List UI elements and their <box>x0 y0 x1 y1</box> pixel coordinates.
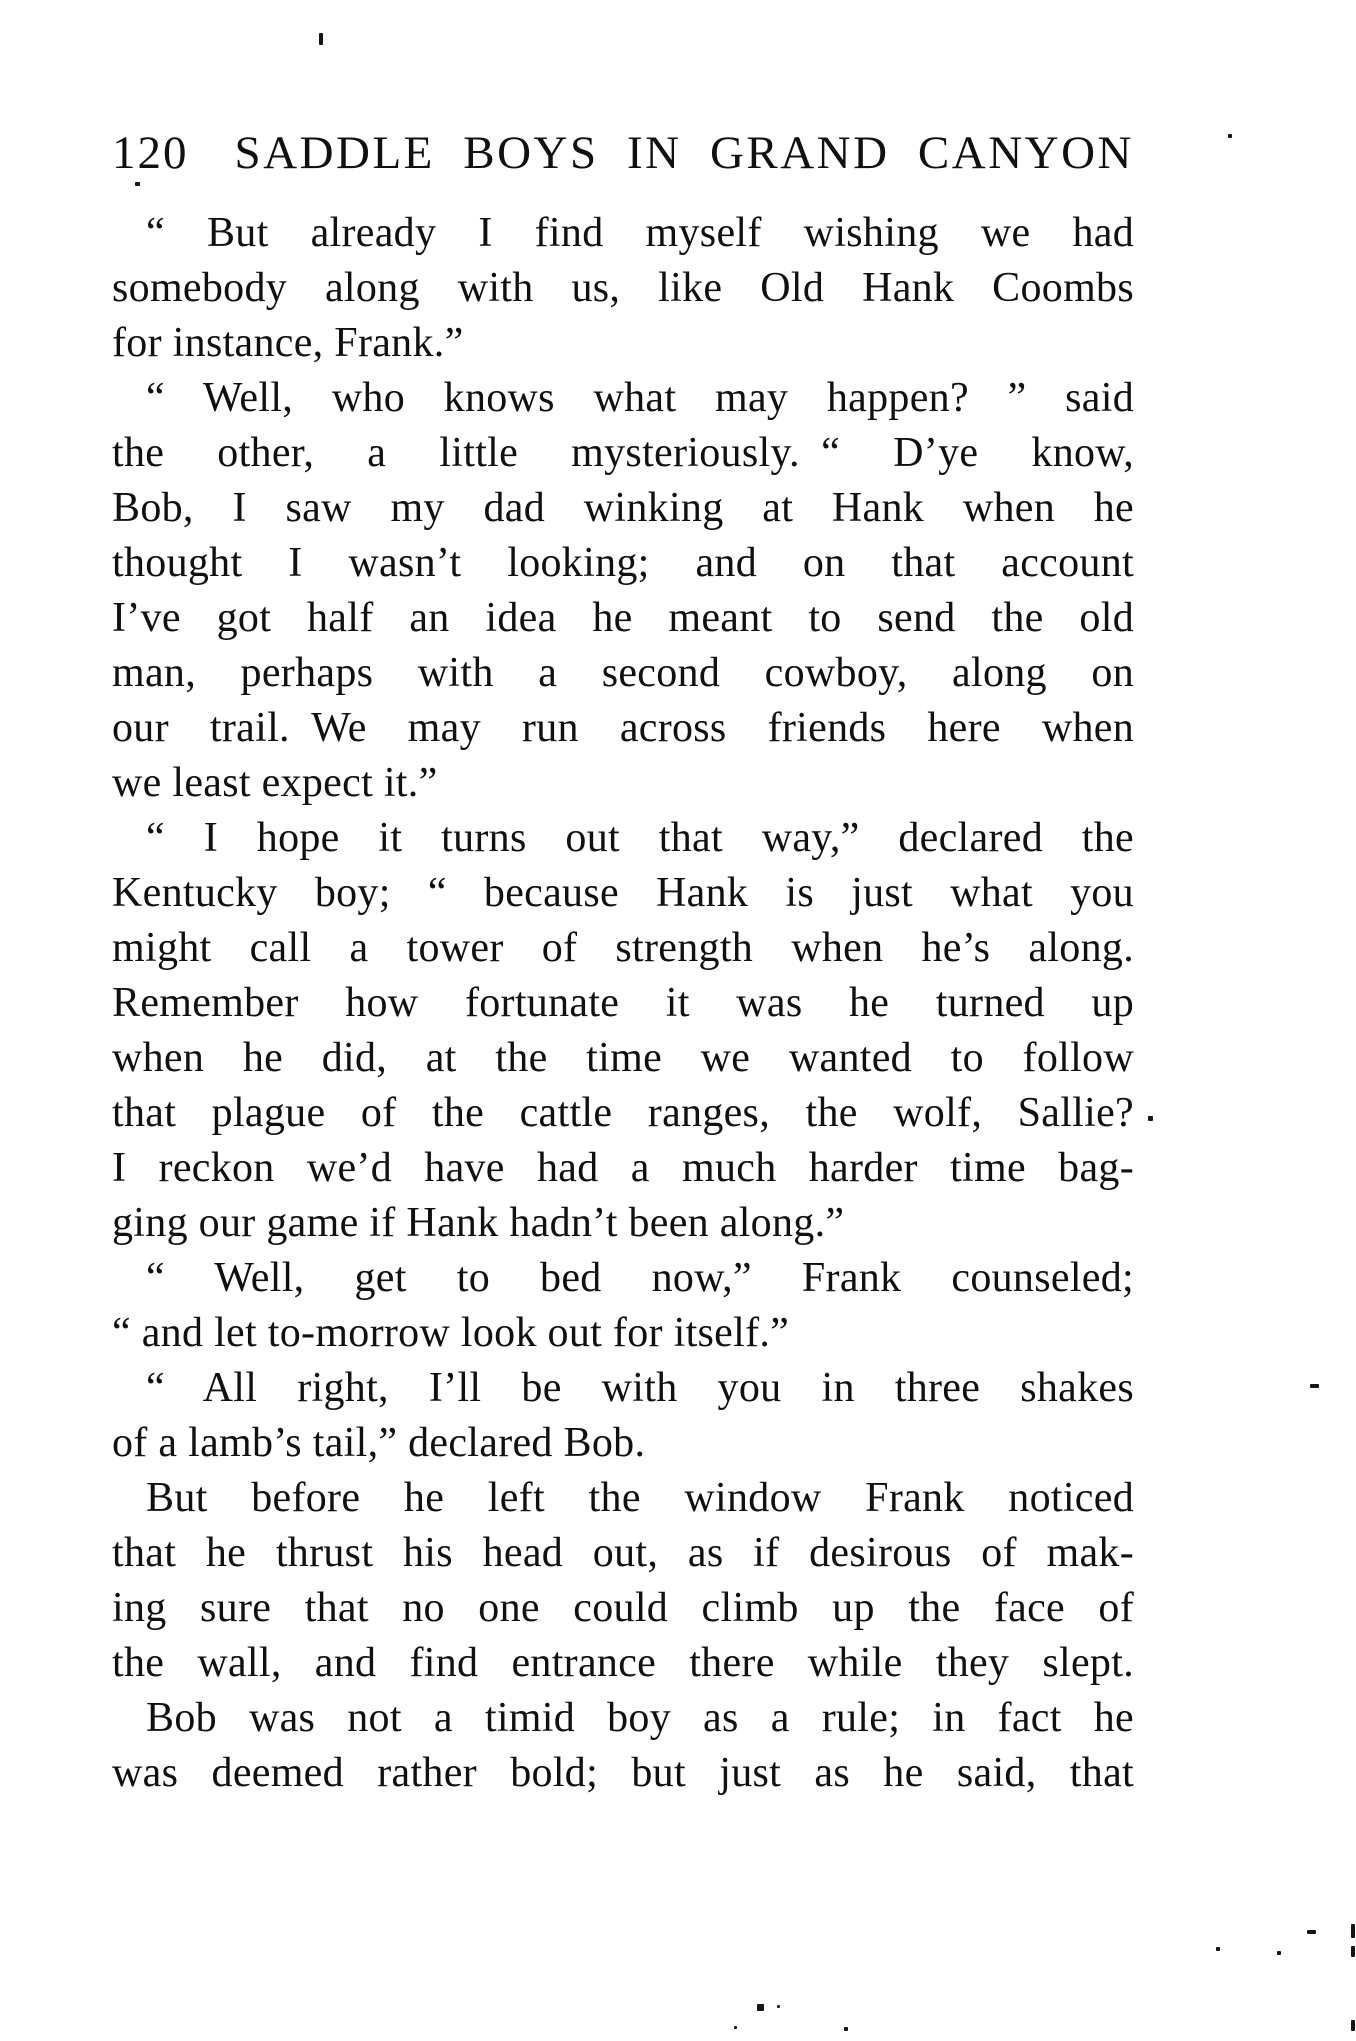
scan-speck <box>777 2005 780 2008</box>
paragraph <box>112 811 1134 1251</box>
page-body <box>112 206 1134 1801</box>
text-line: “ But already I find myself wishing we had <box>146 210 1134 256</box>
text-line: we least expect it.” <box>112 760 438 806</box>
text-line: Bob was not a timid boy as a rule; in fact he <box>146 1695 1134 1741</box>
text-line: for instance, Frank.” <box>112 320 464 366</box>
paragraph <box>112 1361 1134 1471</box>
running-title: SADDLE BOYS IN GRAND CANYON <box>234 127 1134 179</box>
text-line: somebody along with us, like Old Hank Coombs <box>112 265 1134 311</box>
scan-speck <box>1351 1946 1355 1957</box>
paragraph <box>112 1471 1134 1691</box>
text-line: “ Well, get to bed now,” Frank counseled; <box>146 1255 1134 1301</box>
text-line: Remember how fortunate it was he turned up <box>112 980 1134 1026</box>
text-line: Kentucky boy; “ because Hank is just what you <box>112 870 1134 916</box>
scan-speck <box>1148 1116 1153 1121</box>
scan-speck <box>319 33 323 45</box>
scan-speck <box>734 2026 737 2029</box>
page-number: 120 <box>112 127 189 179</box>
paragraph <box>112 206 1134 371</box>
text-line: “ Well, who knows what may happen? ” said <box>146 375 1134 421</box>
text-line: man, perhaps with a second cowboy, along on <box>112 650 1134 696</box>
scan-speck <box>1351 2020 1355 2031</box>
page-content <box>112 128 1134 1801</box>
text-line: that plague of the cattle ranges, the wolf, Sallie? <box>112 1090 1134 1136</box>
text-line: that he thrust his head out, as if desirous of mak- <box>112 1530 1134 1576</box>
scan-speck <box>1216 1947 1220 1951</box>
text-line: I reckon we’d have had a much harder time bag- <box>112 1145 1134 1191</box>
text-line: the other, a little mysteriously. “ D’ye know, <box>112 430 1134 476</box>
text-line: thought I wasn’t looking; and on that account <box>112 540 1134 586</box>
text-line: our trail. We may run across friends here when <box>112 705 1134 751</box>
paragraph <box>112 1251 1134 1361</box>
text-line: when he did, at the time we wanted to follow <box>112 1035 1134 1081</box>
scan-speck <box>1307 1930 1316 1934</box>
scan-speck <box>1351 1924 1355 1938</box>
text-line: was deemed rather bold; but just as he said, that <box>112 1750 1134 1796</box>
text-line: “ I hope it turns out that way,” declared the <box>146 815 1134 861</box>
paragraph <box>112 371 1134 811</box>
scan-speck <box>844 2027 848 2031</box>
text-line: the wall, and find entrance there while they slept. <box>112 1640 1134 1686</box>
scan-speck <box>757 2004 764 2011</box>
paragraph <box>112 1691 1134 1801</box>
text-line: I’ve got half an idea he meant to send the old <box>112 595 1134 641</box>
text-line: But before he left the window Frank noticed <box>146 1475 1134 1521</box>
scan-speck <box>135 182 140 186</box>
scan-speck <box>1228 134 1232 138</box>
text-line: Bob, I saw my dad winking at Hank when he <box>112 485 1134 531</box>
text-line: might call a tower of strength when he’s along. <box>112 925 1134 971</box>
text-line: “ All right, I’ll be with you in three shakes <box>146 1365 1134 1411</box>
scan-speck <box>1310 1384 1319 1388</box>
running-head <box>112 128 1134 178</box>
text-line: of a lamb’s tail,” declared Bob. <box>112 1420 646 1466</box>
text-line: ging our game if Hank hadn’t been along.” <box>112 1200 845 1246</box>
text-line: “ and let to-morrow look out for itself.” <box>112 1310 790 1356</box>
text-line: ing sure that no one could climb up the face of <box>112 1585 1134 1631</box>
scan-speck <box>1277 1951 1281 1955</box>
